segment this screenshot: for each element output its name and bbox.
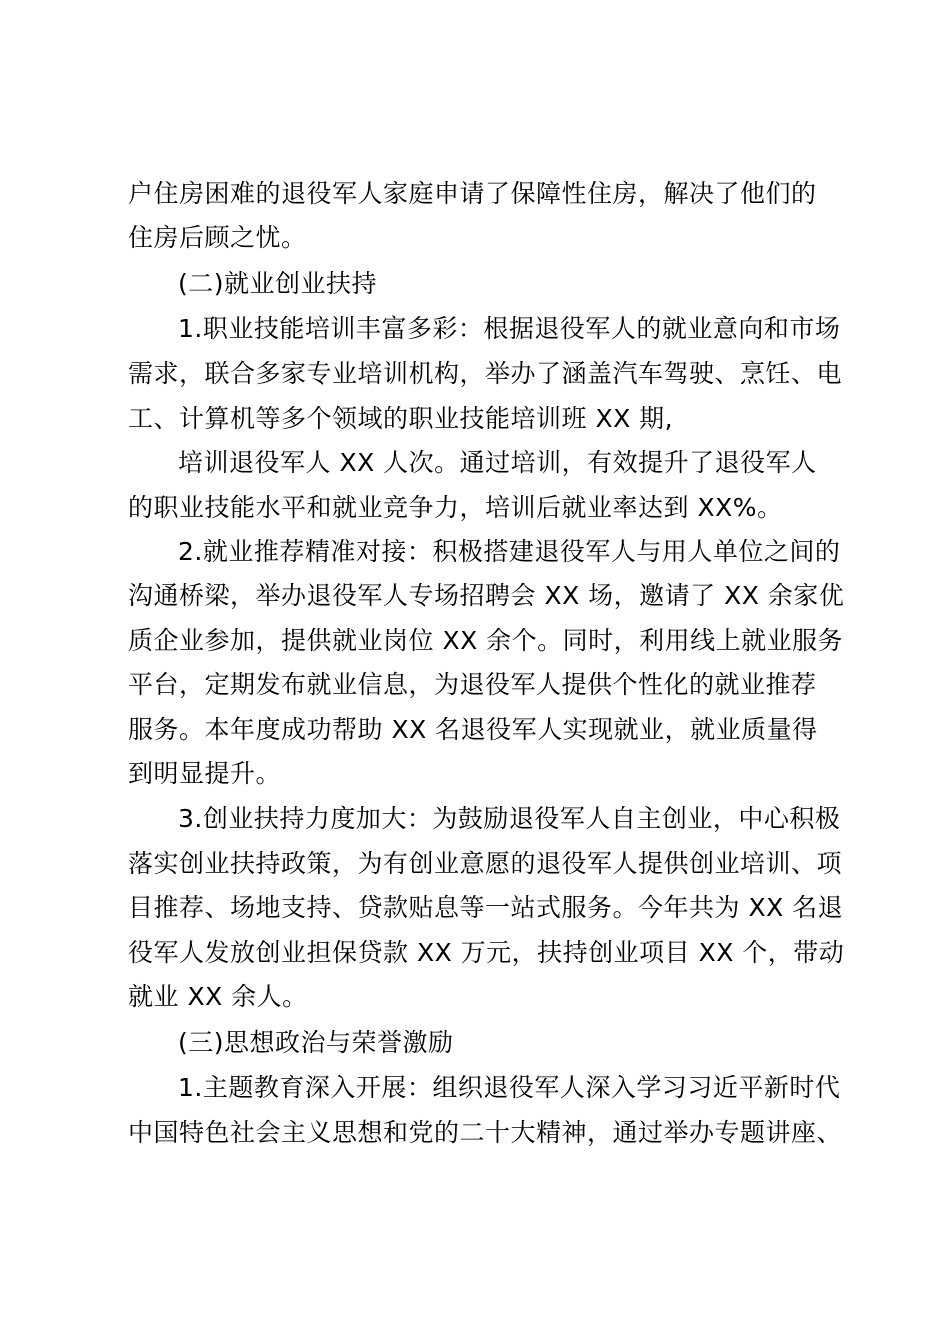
text-line: 1.主题教育深入开展：组织退役军人深入学习习近平新时代 bbox=[178, 1073, 841, 1102]
text-line: 服务。本年度成功帮助 XX 名退役军人实现就业，就业质量得 bbox=[128, 715, 818, 744]
text-line: 目推荐、场地支持、贷款贴息等一站式服务。今年共为 XX 名退 bbox=[128, 893, 844, 922]
text-line: 的职业技能水平和就业竞争力，培训后就业率达到 XX%。 bbox=[128, 493, 783, 522]
section-heading: (二)就业创业扶持 bbox=[178, 269, 378, 298]
text-line: 就业 XX 余人。 bbox=[128, 982, 308, 1011]
text-line: 工、计算机等多个领域的职业技能培训班 XX 期, bbox=[128, 404, 674, 433]
text-line: 需求，联合多家专业培训机构，举办了涵盖汽车驾驶、烹饪、电 bbox=[128, 359, 843, 388]
text-line: 培训退役军人 XX 人次。通过培训，有效提升了退役军人 bbox=[178, 448, 817, 477]
section-heading: (三)思想政治与荣誉激励 bbox=[178, 1028, 454, 1057]
text-line: 户住房困难的退役军人家庭申请了保障性住房，解决了他们的 bbox=[128, 179, 817, 208]
text-line: 质企业参加，提供就业岗位 XX 余个。同时，利用线上就业服务 bbox=[128, 626, 844, 655]
text-line: 役军人发放创业担保贷款 XX 万元，扶持创业项目 XX 个，带动 bbox=[128, 938, 845, 967]
text-line: 平台，定期发布就业信息，为退役军人提供个性化的就业推荐 bbox=[128, 670, 817, 699]
text-line: 到明显提升。 bbox=[128, 759, 282, 788]
text-line: 中国特色社会主义思想和党的二十大精神，通过举办专题讲座、 bbox=[128, 1118, 843, 1147]
text-line: 1.职业技能培训丰富多彩：根据退役军人的就业意向和市场 bbox=[178, 314, 841, 343]
text-line: 落实创业扶持政策，为有创业意愿的退役军人提供创业培训、项 bbox=[128, 849, 843, 878]
text-line: 2.就业推荐精准对接：积极搭建退役军人与用人单位之间的 bbox=[178, 537, 841, 566]
text-line: 住房后顾之忧。 bbox=[128, 223, 307, 252]
text-line: 3.创业扶持力度加大：为鼓励退役军人自主创业，中心积极 bbox=[178, 804, 841, 833]
text-line: 沟通桥梁，举办退役军人专场招聘会 XX 场，邀请了 XX 余家优 bbox=[128, 581, 845, 610]
